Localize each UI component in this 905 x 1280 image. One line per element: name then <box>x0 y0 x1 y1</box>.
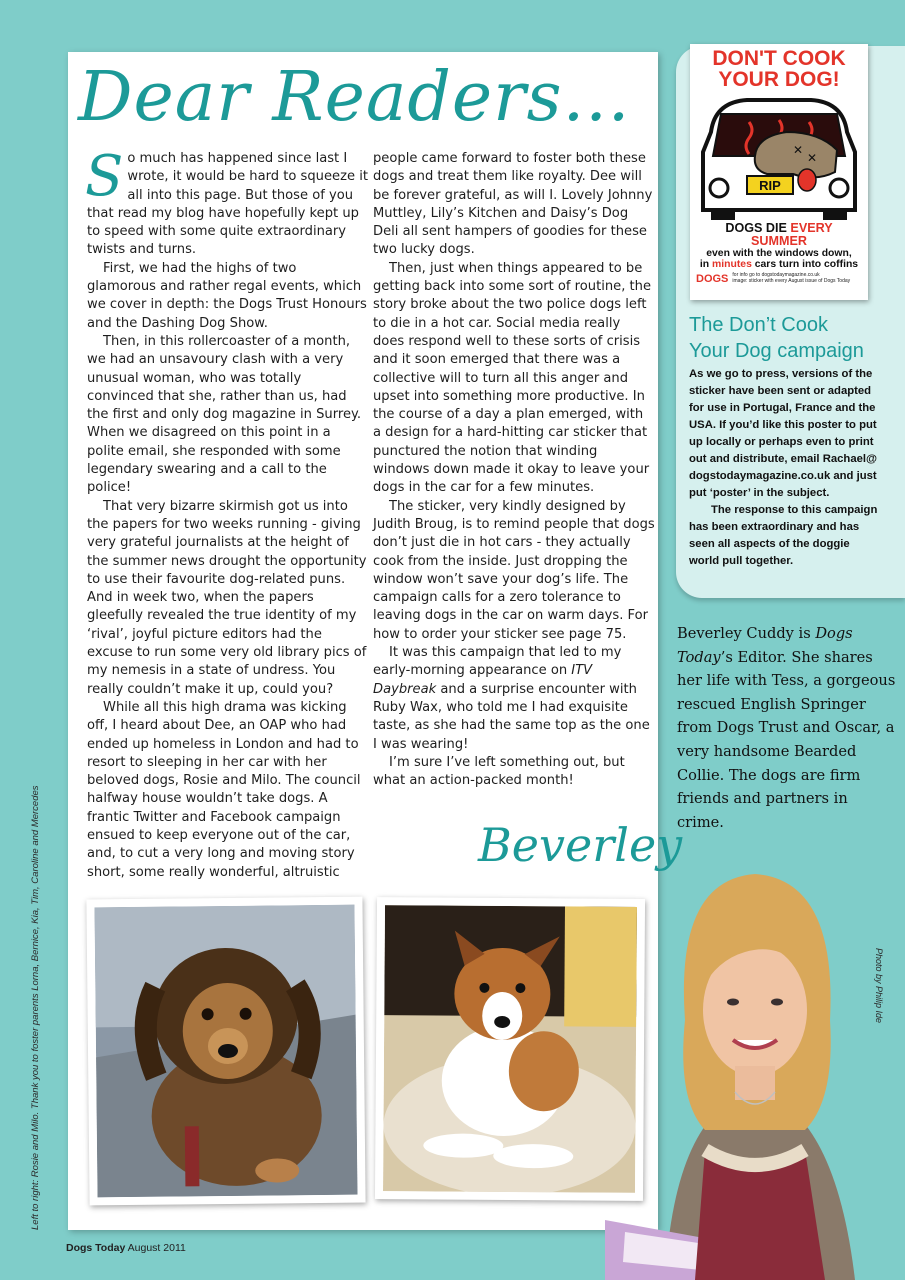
paragraph-8: The sticker, very kindly designed by Judith Broug, is to remind people that dogs don’t just die in hot cars - they actually cook from the inside. Just dropping the window won’t save your dog’s life. The campaign calls for a zero tolerance to leaving dogs in the car on warm days. For how to order your sticker see page 75. <box>373 498 655 642</box>
paragraph-9: It was this campaign that led to my early-morning appearance on ITV Daybreak and a surprise encounter with Ruby Wax, who told me I had exquisite taste, as she had the same top as the one I was wearing! <box>373 645 650 752</box>
footer-issue: August 2011 <box>127 1242 186 1254</box>
svg-text:RIP: RIP <box>759 178 781 193</box>
drop-cap: S <box>85 144 124 209</box>
photo-caption: Left to right: Rosie and Milo. Thank you to foster parents Lorna, Bernice, Kia, Tim, Caroline and Mercedes <box>30 785 41 1230</box>
footer-magazine: Dogs Today <box>66 1242 126 1254</box>
paragraph-10: I’m sure I’ve left something out, but what an action-packed month! <box>373 754 625 789</box>
portrait-photo-credit: Photo by Philip Ide <box>874 948 884 1024</box>
paragraph-7: Then, just when things appeared to be getting back into some sort of routine, the story broke about the two police dogs left to die in a hot car. Social media really does respond well to these sorts of crisis and it soon emerged that there was a collective will to turn all this anger and upset into something more productive. In the course of a day a plan emerged, with a design for a hard-hitting car sticker that punctured the notion that winding windows down made it okay to leave your dogs in the car for a few minutes. <box>373 260 652 496</box>
paragraph-1: So much has happened since last I wrote, it would be hard to squeeze it all into this page. But those of you that read my blog have hopefully kept up to speed with some quite extraordinary twists and turns. <box>85 144 368 258</box>
paragraph-3: Then, in this rollercoaster of a month, we had an unsavoury clash with a very unusual woman, who was totally convinced that she, rather than us, had the first and only dog magazine in Surrey. When we disagreed on this point in a polite email, she responded with some legendary swearing and a call to the police! <box>87 333 362 496</box>
article-column-left <box>85 144 369 882</box>
poster-logo: DOGS <box>696 273 729 285</box>
editor-portrait <box>605 860 905 1280</box>
campaign-poster <box>690 44 868 300</box>
poster-small-print: for info go to dogstodaymagazine.co.uk image: sticker with every August issue of Dogs Today <box>732 272 851 284</box>
editor-bio: Beverley Cuddy is Dogs Today’s Editor. She shares her life with Tess, a gorgeous rescued English Springer from Dogs Trust and Oscar, a very handsome Bearded Collie. The dogs are firm friends and partners in crime. <box>677 625 896 831</box>
paragraph-4: That very bizarre skirmish got us into the papers for two weeks running - giving very grateful journalists at the height of the summer news drought the opportunity to use their favourite dog-related puns. And in week two, when the papers gleefully revealed the true identity of my ‘rival’, joyful picture editors had the excuse to run some very old library pics of my nemesis in a state of undress. You really couldn’t make it up, could you? <box>87 498 367 697</box>
dog-photo-image <box>94 905 357 1198</box>
dog-photo-image <box>383 905 637 1193</box>
car-dog-illustration <box>697 92 861 222</box>
article-column-right <box>373 150 655 790</box>
paragraph-2: First, we had the highs of two glamorous and rather regal events, which we cover in depth: the Dogs Trust Honours and the Dashing Dog Show. <box>87 260 367 331</box>
poster-headline: DON'T COOK YOUR DOG! <box>712 47 846 91</box>
poster-line-1: DOGS DIE EVERY SUMMER <box>725 221 833 248</box>
sidebar-heading: The Don’t Cook Your Dog campaign <box>689 314 864 362</box>
paragraph-5: While all this high drama was kicking off, I heard about Dee, an OAP who had ended up homeless in London and had to resort to sleeping in her car with her beloved dogs, Rosie and Milo. The council halfway house wouldn’t take dogs. A frantic Twitter and Facebook campaign ensued to keep everyone out of the car, and, to cut a very long and moving story short, some really wonderful, altruistic <box>87 699 361 880</box>
paragraph-6: people came forward to foster both these dogs and treat them like royalty. Dee will be forever grateful, as will I. Lovely Johnny Muttley, Lily’s Kitchen and Daisy’s Dog Deli all sent hampers of goodies for these two lucky dogs. <box>373 151 653 258</box>
poster-line-2: even with the windows down, <box>706 248 852 259</box>
signature: Beverley <box>478 818 683 872</box>
poster-line-3: in minutes cars turn into coffins <box>699 259 859 270</box>
photo-rosie <box>86 897 365 1206</box>
svg-text:✕: ✕ <box>793 143 804 157</box>
poster-footer <box>696 273 862 285</box>
sidebar-text: As we go to press, versions of the sticker have been sent or adapted for use in Portugal, France and the USA. If you’d like this poster to put up locally or perhaps even to print out and distribute, email Rachael@ dogstodaymagazine.co.uk and just put ‘poster’ in the subject. The response to this campaign has been extraordinary and has seen all aspects of the doggie world pull together. <box>689 368 878 567</box>
page-title: Dear Readers... <box>78 58 631 137</box>
svg-text:✕: ✕ <box>807 151 818 165</box>
page-footer <box>66 1242 186 1254</box>
